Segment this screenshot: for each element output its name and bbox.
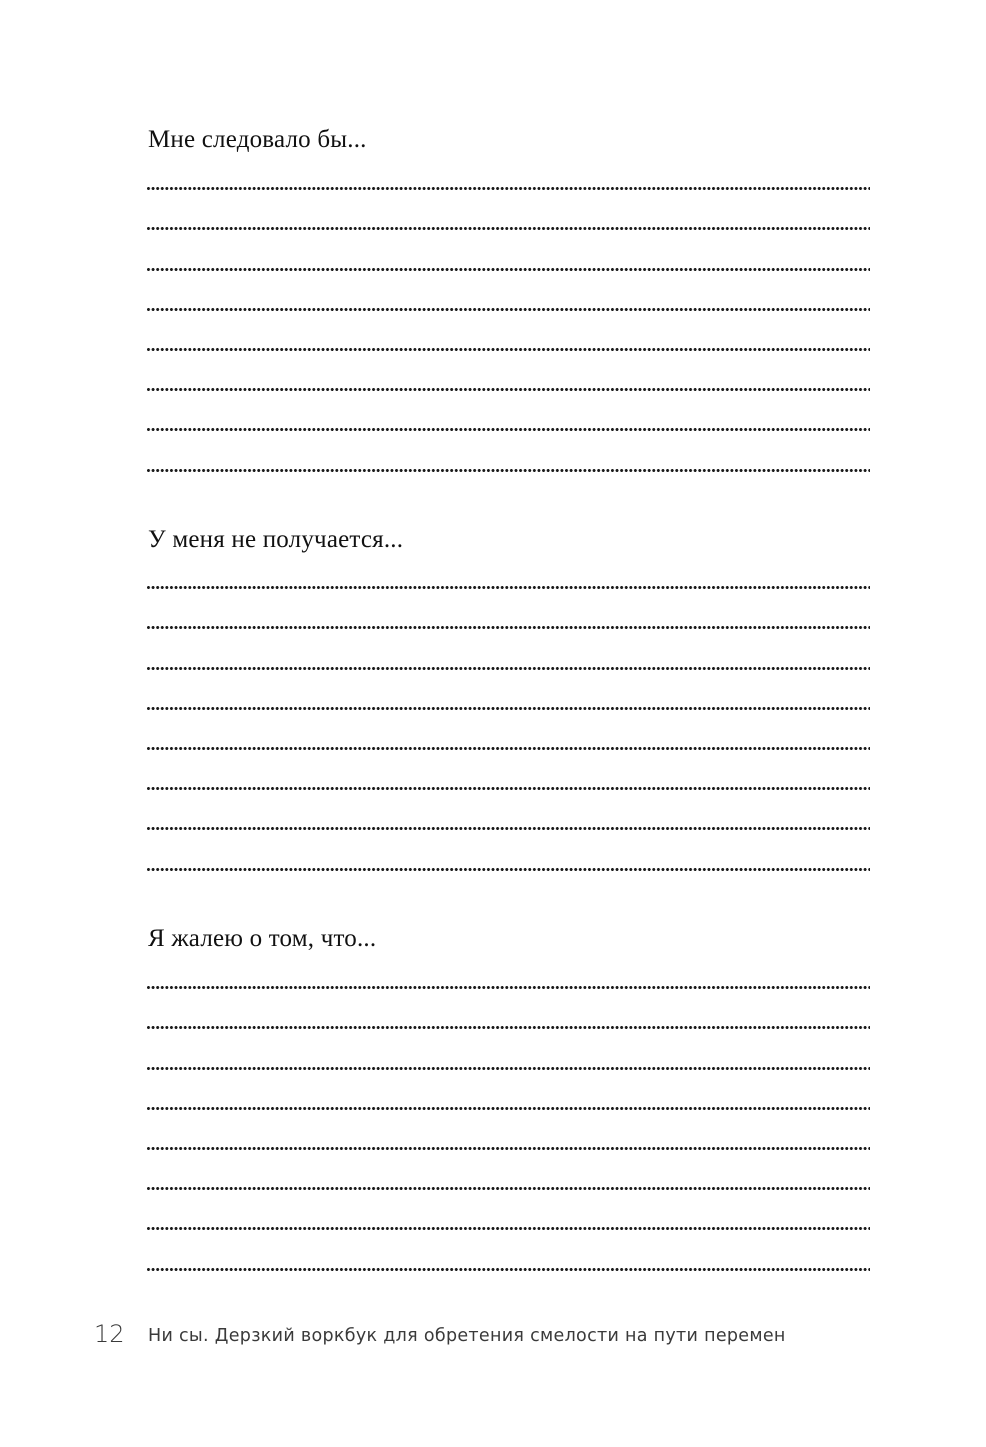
- blank-line[interactable]: [147, 670, 870, 710]
- prompt-regret: Я жалею о том, что...: [148, 925, 377, 952]
- writing-lines-cant: [147, 549, 870, 871]
- blank-line[interactable]: [147, 1110, 870, 1150]
- prompt-should: Мне следовало бы...: [148, 126, 367, 153]
- blank-line[interactable]: [147, 1070, 870, 1110]
- blank-line[interactable]: [147, 1230, 870, 1270]
- blank-line[interactable]: [147, 391, 870, 431]
- writing-lines-should: [147, 150, 870, 472]
- blank-line[interactable]: [147, 150, 870, 190]
- blank-line[interactable]: [147, 589, 870, 629]
- blank-line[interactable]: [147, 710, 870, 750]
- blank-line[interactable]: [147, 1150, 870, 1190]
- blank-line[interactable]: [147, 1190, 870, 1230]
- blank-line[interactable]: [147, 549, 870, 589]
- blank-line[interactable]: [147, 1029, 870, 1069]
- page-number: 12: [94, 1320, 125, 1348]
- writing-lines-regret: [147, 949, 870, 1271]
- blank-line[interactable]: [147, 230, 870, 270]
- blank-line[interactable]: [147, 989, 870, 1029]
- blank-line[interactable]: [147, 830, 870, 870]
- blank-line[interactable]: [147, 190, 870, 230]
- blank-line[interactable]: [147, 351, 870, 391]
- running-book-title: Ни сы. Дерзкий воркбук для обретения смелости на пути перемен: [148, 1326, 786, 1346]
- blank-line[interactable]: [147, 790, 870, 830]
- blank-line[interactable]: [147, 949, 870, 989]
- blank-line[interactable]: [147, 750, 870, 790]
- blank-line[interactable]: [147, 271, 870, 311]
- prompt-cant: У меня не получается...: [148, 526, 404, 553]
- blank-line[interactable]: [147, 431, 870, 471]
- blank-line[interactable]: [147, 629, 870, 669]
- blank-line[interactable]: [147, 311, 870, 351]
